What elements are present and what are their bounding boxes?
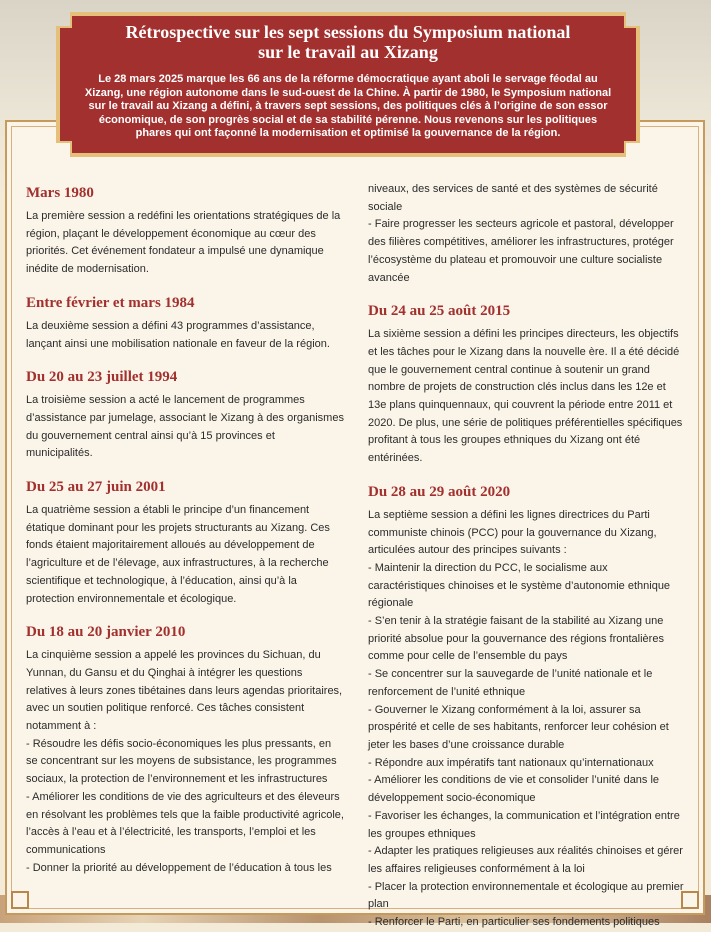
session-text: La septième session a défini les lignes directrices du Parti communiste chinois (PCC) pour la gouvernance du Xizang, articulées autour des principes suivants : - Maintenir la direction du PCC, le socialisme aux caractéristiques chinoises et le système d’autonomie ethnique régionale - S’en tenir à la stratégie faisant de la stabilité au Xizang une priorité absolue pour la gouvernance des régions frontalières comme pour celle de l’ensemble du pays - Se concentrer sur la sauvegarde de l’unité nationale et le renforcement de l’unité ethnique - Gouverner le Xizang conformément à la loi, assurer sa prospérité et celle de ses habitants, renforcer leur cohésion et jeter les bases d’une croissance durable - Répondre aux impératifs tant nationaux qu’internationaux - Améliorer les conditions de vie et consolider l’unité dans le développement socio-économique - Favoriser les échanges, la communication et l’intégration entre les groupes ethniques - Adapter les pratiques religieuses aux réalités chinoises et gérer les affaires religieuses conformément à la loi - Placer la protection environnementale et écologique au premier plan - Renforcer le Parti, en particulier ses fondements politiques: [368, 508, 684, 929]
session-text: La troisième session a acté le lancement de programmes d’assistance par jumelage, associant le Xizang à des organismes du gouvernement central ainsi qu’à 15 provinces et municipalités.: [26, 394, 344, 460]
session-2010-continuation: niveaux, des services de santé et des systèmes de sécurité sociale - Faire progresser les secteurs agricole et pastoral, développer des filières compétitives, améliorer les infrastructures, protéger l’écosystème du plateau et promouvoir une culture socialiste avancée: [368, 183, 674, 284]
session-date: Du 25 au 27 juin 2001: [26, 479, 166, 496]
intro-paragraph: Le 28 mars 2025 marque les 66 ans de la réforme démocratique ayant aboli le servage féodal au Xizang, une région autonome dans le sud-ouest de la Chine. À partir de 1980, le Symposium national sur le travail au Xizang a défini, à travers sept sessions, des politiques clés à l’origine de son essor économique, de son progrès social et de sa stabilité pérenne. Nous revenons sur les politiques phares qui ont façonné la modernisation et optimisé la gouvernance de la région.: [84, 73, 612, 140]
session-date: Du 18 au 20 janvier 2010: [26, 624, 186, 641]
session-text: La quatrième session a établi le principe d’un financement étatique dominant pour les projets structurants au Xizang. Ces fonds étaient majoritairement alloués au développement de l’agriculture et de l’élevage, aux infrastructures, à la recherche scientifique et technologique, à l’éducation, ainsi qu’à la protection environnementale et écologique.: [26, 504, 330, 605]
session-2001: [26, 478, 344, 608]
session-text: La première session a redéfini les orientations stratégiques de la région, plaçant le développement économique au cœur des priorités. Cet événement fondateur a impulsé une dynamique inédite de modernisation.: [26, 210, 341, 276]
session-2010: [26, 623, 344, 877]
session-date: Mars 1980: [26, 185, 94, 201]
corner-ornament: [11, 891, 29, 909]
right-column: [368, 181, 686, 932]
session-date: Entre février et mars 1984: [26, 294, 195, 311]
session-date: Du 24 au 25 août 2015: [368, 303, 511, 320]
session-1994: [26, 368, 344, 463]
session-2020: [368, 483, 686, 932]
session-date: Du 28 au 29 août 2020: [368, 483, 511, 500]
session-1980: [26, 184, 344, 279]
left-column: [26, 184, 344, 877]
session-2015: [368, 302, 686, 468]
session-date: Du 20 au 23 juillet 1994: [26, 369, 178, 386]
page-title: Rétrospective sur les sept sessions du Symposium national sur le travail au Xizang: [125, 22, 571, 62]
session-text: La sixième session a défini les principes directeurs, les objectifs et les tâches pour le Xizang dans la nouvelle ère. Il a été décidé que le gouvernement central continue à soutenir un grand nombre de projets de construction clés inclus dans les 12e et 13e plans quinquennaux, qui couvrent la période entre 2011 et 2020. De plus, une série de politiques préférentielles spécifiques profitant à tous les groupes ethniques du Xizang ont été entérinées.: [368, 328, 683, 465]
session-text: La cinquième session a appelé les provinces du Sichuan, du Yunnan, du Gansu et du Qinghai à intégrer les questions relatives à leurs zones tibétaines dans leurs agendas prioritaires, avec un soutien politique renforcé. Ces tâches consistent notamment à : - Résoudre les défis socio-économiques les plus pressants, en se concentrant sur les moyens de subsistance, les programmes sociaux, la protection de l’environnement et les infrastructures - Améliorer les conditions de vie des agriculteurs et des éleveurs en résolvant les problèmes tels que la faible productivité agricole, l’accès à l’eau et à l’électricité, les transports, l’emploi et les communications - Donner la priorité au développement de l’éducation à tous les: [26, 649, 344, 874]
session-text: La deuxième session a défini 43 programmes d’assistance, lançant ainsi une mobilisation nationale en faveur de la région.: [26, 319, 330, 350]
session-1984: [26, 294, 344, 353]
